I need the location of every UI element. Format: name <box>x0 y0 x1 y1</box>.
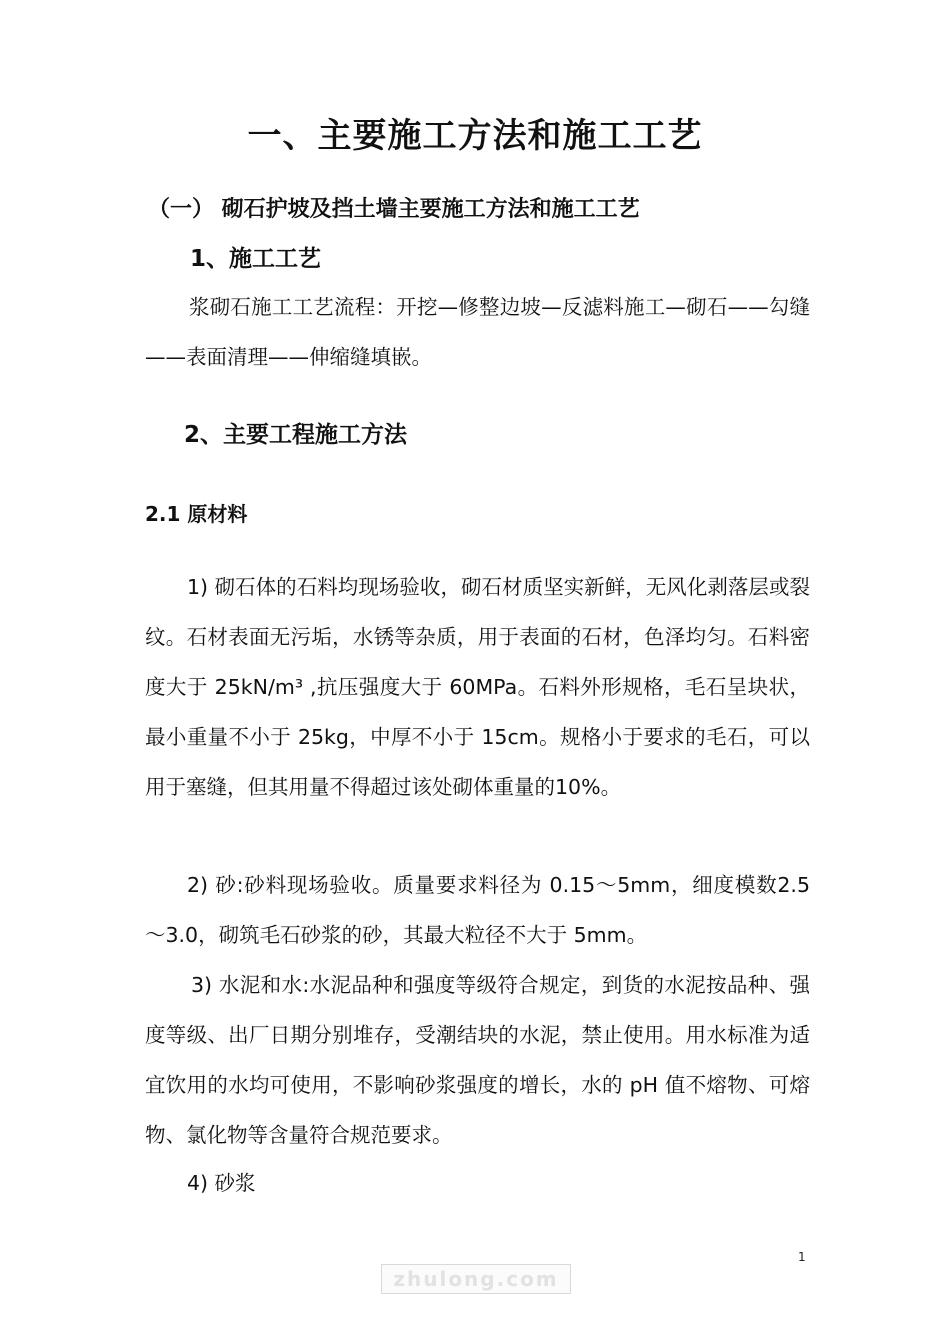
watermark-logo: zhulong.com <box>381 1264 571 1294</box>
process-flow-paragraph: 浆砌石施工工艺流程：开挖—修整边坡—反滤料施工—砌石——勾缝——表面清理——伸缩缝填嵌。 <box>145 295 810 369</box>
paragraph-stone-material: 1) 砌石体的石料均现场验收，砌石材质坚实新鲜，无风化剥落层或裂纹。石材表面无污垢，水锈等杂质，用于表面的石材，色泽均匀。石料密度大于 25kN/m³ ,抗压强度大于 60MPa。石料外形规格，毛石呈块状，最小重量不小于 25kg，中厚不小于 15cm。规格小于要求的毛石，可以用于塞缝，但其用量不得超过该处砌体重量的10%。 <box>145 575 810 799</box>
paragraph-mortar: 4) 砂浆 <box>187 1171 256 1195</box>
paragraph-cement-water: 3) 水泥和水:水泥品种和强度等级符合规定，到货的水泥按品种、强度等级、出厂日期分别堆存，受潮结块的水泥，禁止使用。用水标准为适宜饮用的水均可使用，不影响砂浆强度的增长，水的 pH 值不熔物、可熔物、氯化物等含量符合规范要求。 <box>145 973 810 1147</box>
paragraph-sand: 2) 砂:砂料现场验收。质量要求料径为 0.15～5mm，细度模数2.5～3.0，砌筑毛石砂浆的砂，其最大粒径不大于 5mm。 <box>145 873 810 947</box>
section-title: （一） 砌石护坡及挡土墙主要施工方法和施工工艺 <box>148 197 640 222</box>
heading-raw-materials: 2.1 原材料 <box>145 502 248 526</box>
page-number: 1 <box>798 1250 806 1264</box>
heading-main-methods: 2、主要工程施工方法 <box>184 422 408 448</box>
main-title: 一、主要施工方法和施工工艺 <box>247 116 703 156</box>
heading-construction-process: 1、施工工艺 <box>190 246 322 272</box>
